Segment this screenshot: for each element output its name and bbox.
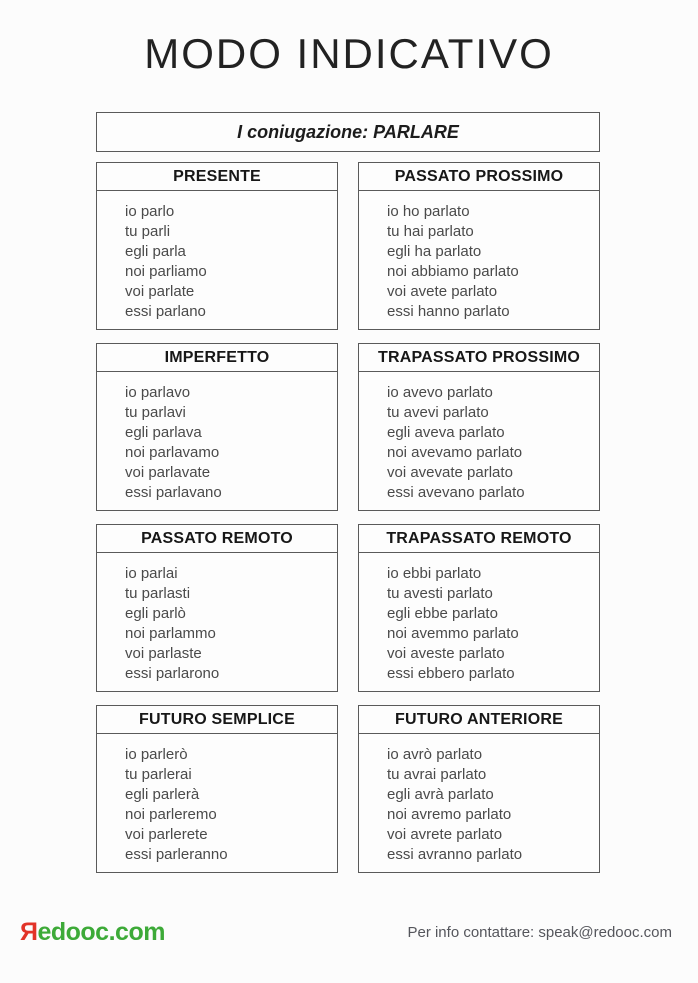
- conjugation-line: egli avrà parlato: [387, 786, 494, 803]
- tense-forms: [97, 553, 337, 684]
- conjugation-line: voi parlerete: [125, 826, 208, 843]
- conjugation-line: io parlo: [125, 203, 175, 220]
- conjugation-line: tu avevi parlato: [387, 404, 489, 421]
- conjugation-line: io ho parlato: [387, 203, 470, 220]
- tense-title: PASSATO REMOTO: [97, 525, 337, 553]
- tense-forms: [97, 372, 337, 503]
- conjugation-line: io parlavo: [125, 384, 191, 401]
- conjugation-line: voi parlaste: [125, 645, 202, 662]
- tense-box: [96, 343, 338, 511]
- conjugation-sheet: [96, 112, 600, 873]
- conjugation-line: voi avrete parlato: [387, 826, 503, 843]
- tense-title: TRAPASSATO REMOTO: [359, 525, 599, 553]
- conjugation-line: egli parla: [125, 243, 186, 260]
- conjugation-line: noi parliamo: [125, 263, 207, 280]
- conjugation-line: egli ebbe parlato: [387, 605, 498, 622]
- conjugation-line: tu parlerai: [125, 766, 192, 783]
- tense-forms: [359, 553, 599, 684]
- conjugation-line: tu avrai parlato: [387, 766, 487, 783]
- conjugation-banner: [96, 112, 600, 152]
- conjugation-line: egli parlava: [125, 424, 202, 441]
- conjugation-line: essi avevano parlato: [387, 484, 525, 501]
- footer: [20, 916, 672, 948]
- tense-forms: [97, 191, 337, 322]
- conjugation-line: essi parlarono: [125, 665, 220, 682]
- conjugation-line: voi avevate parlato: [387, 464, 513, 481]
- conjugation-line: tu parli: [125, 223, 171, 240]
- conjugation-line: essi parlano: [125, 303, 206, 320]
- tense-grid: [96, 162, 600, 873]
- conjugation-banner-label: I coniugazione: PARLARE: [237, 121, 459, 142]
- conjugation-line: io parlai: [125, 565, 178, 582]
- tense-box: [96, 705, 338, 873]
- tense-title: IMPERFETTO: [97, 344, 337, 372]
- tense-title: TRAPASSATO PROSSIMO: [359, 344, 599, 372]
- tense-box: [96, 162, 338, 330]
- conjugation-line: io avrò parlato: [387, 746, 483, 763]
- tense-forms: [359, 372, 599, 503]
- conjugation-line: voi parlavate: [125, 464, 211, 481]
- conjugation-line: noi parleremo: [125, 806, 217, 823]
- redooc-logo: [20, 918, 165, 947]
- tense-box: [358, 162, 600, 330]
- tense-title: FUTURO SEMPLICE: [97, 706, 337, 734]
- conjugation-line: io avevo parlato: [387, 384, 493, 401]
- tense-forms: [359, 191, 599, 322]
- tense-box: [358, 343, 600, 511]
- conjugation-line: io ebbi parlato: [387, 565, 482, 582]
- conjugation-line: essi parleranno: [125, 846, 228, 863]
- conjugation-line: tu hai parlato: [387, 223, 474, 240]
- conjugation-line: essi ebbero parlato: [387, 665, 515, 682]
- tense-forms: [97, 734, 337, 865]
- tense-box: [358, 524, 600, 692]
- conjugation-line: essi parlavano: [125, 484, 222, 501]
- tense-box: [96, 524, 338, 692]
- conjugation-line: tu parlasti: [125, 585, 191, 602]
- conjugation-line: noi abbiamo parlato: [387, 263, 519, 280]
- conjugation-line: voi avete parlato: [387, 283, 498, 300]
- conjugation-line: io parlerò: [125, 746, 188, 763]
- tense-title: FUTURO ANTERIORE: [359, 706, 599, 734]
- conjugation-line: tu avesti parlato: [387, 585, 493, 602]
- conjugation-line: noi parlammo: [125, 625, 216, 642]
- logo-rest: edooc.com: [37, 917, 165, 946]
- page-title: MODO INDICATIVO: [144, 30, 554, 77]
- conjugation-line: noi avemmo parlato: [387, 625, 519, 642]
- conjugation-line: egli parlò: [125, 605, 186, 622]
- conjugation-line: voi parlate: [125, 283, 195, 300]
- conjugation-line: noi avevamo parlato: [387, 444, 523, 461]
- tense-title: PRESENTE: [97, 163, 337, 191]
- conjugation-line: egli parlerà: [125, 786, 200, 803]
- conjugation-line: voi aveste parlato: [387, 645, 505, 662]
- tense-forms: [359, 734, 599, 865]
- conjugation-line: egli ha parlato: [387, 243, 482, 260]
- logo-prefix: Я: [20, 917, 38, 946]
- tense-title: PASSATO PROSSIMO: [359, 163, 599, 191]
- tense-box: [358, 705, 600, 873]
- conjugation-line: essi avranno parlato: [387, 846, 523, 863]
- contact-info: Per info contattare: speak@redooc.com: [407, 923, 672, 941]
- conjugation-line: egli aveva parlato: [387, 424, 505, 441]
- conjugation-line: essi hanno parlato: [387, 303, 510, 320]
- conjugation-line: noi parlavamo: [125, 444, 220, 461]
- conjugation-line: noi avremo parlato: [387, 806, 512, 823]
- conjugation-line: tu parlavi: [125, 404, 186, 421]
